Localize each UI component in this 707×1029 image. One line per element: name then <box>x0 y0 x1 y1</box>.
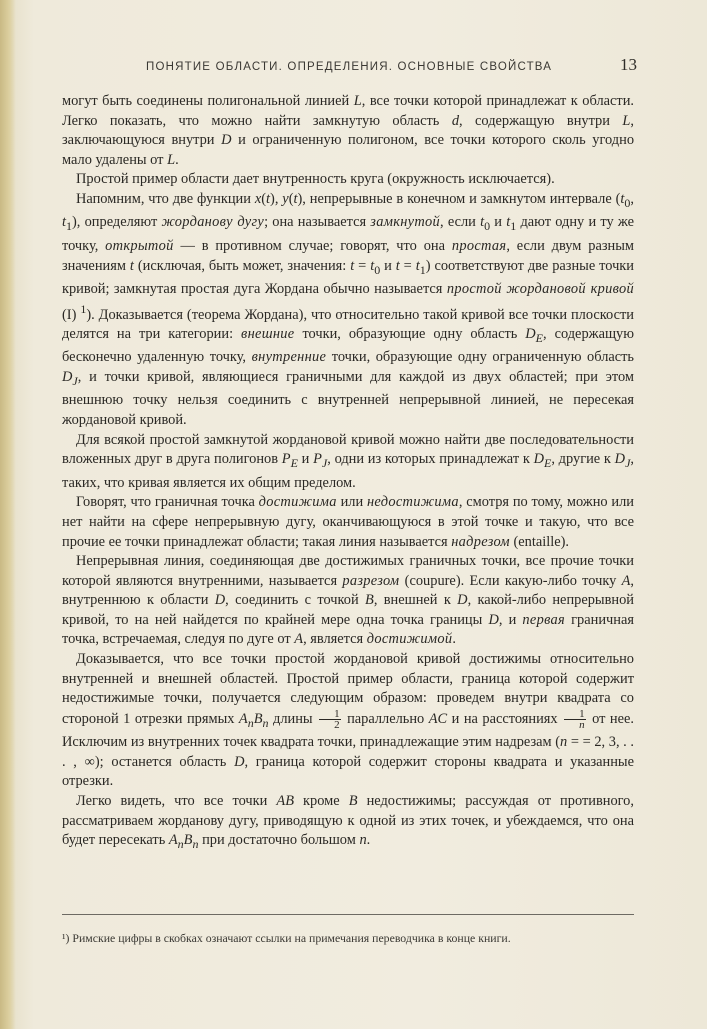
paragraph: Простой пример области дает внутренность круга (окружность исключается). <box>76 171 555 188</box>
paragraph: Для всякой простой замкнутой жордановой кривой можно найти две последовательности вложенных друг в друга полигонов $P_E$ и $P_J$, одни из которых принадлежат к $D_E$, другие к $D_J$, таких, что кривая является их общим пределом. <box>62 431 635 491</box>
paragraph: Напомним, что две функции x(t), y(t), непрерывные в конечном и замкнутом интервале ($t_0$, $t_1$), определяют жорданову дугу; она называется замкнутой, если $t_0$ и $t_1$ дают одну и ту же точку, открытой — в противном случае; говорят, что она простая, если двум разным значениям t (исключая, быть может, значения: $t = t_0$ и $t = t_1$) соответствуют две разные точки кривой; замкнутая простая дуга Жордана обычно называется простой жордановой кривой (I) $^1$). Доказывается (теорема Жордана), что относительно такой кривой все точки плоскости делятся на три категории: внешние точки, образующие одну область $D_E$, содержащую бесконечно удаленную точку, внутренние точки, образующие одну ограниченную область $D_J$, и точки кривой, являющиеся граничными для каждой из двух областей; при этом внешнюю точку нельзя соединить с внутренней непрерывной линией, не пересекая жордановой кривой. <box>62 190 635 429</box>
page-spine-shadow <box>0 0 16 1029</box>
paragraph: Легко видеть, что все точки AB кроме B недостижимы; рассуждая от противного, рассматриваем жорданову дугу, приводящую к одной из этих точек, и убеждаемся, что она будет пересекать $A_nB_n$ при достаточно большом n. <box>62 792 634 851</box>
footnote: ¹) Римские цифры в скобках означают ссылки на примечания переводчика в конце книги. <box>62 931 511 945</box>
paragraph: Говорят, что граничная точка достижима или недостижима, смотря по тому, можно или нет найти на сфере непрерывную дугу, оканчивающуюся в этой точке и такую, что все прочие ее точки принадлежат области; такая линия называется надрезом (entaille). <box>62 494 635 550</box>
paragraph: могут быть соединены полигональной линией L, все точки которой принадлежат к области. Легко показать, что можно найти замкнутую область d, содержащую внутри L, заключающуюся внутри D и ограниченную полигоном, все точки которого сколь угодно мало удалены от L. <box>62 93 635 168</box>
body-text <box>62 92 634 855</box>
page-number: 13 <box>620 55 637 74</box>
running-title: ПОНЯТИЕ ОБЛАСТИ. ОПРЕДЕЛЕНИЯ. ОСНОВНЫЕ СВОЙСТВА <box>146 61 553 73</box>
paragraph: Непрерывная линия, соединяющая две достижимых граничных точки, все прочие точки которой являются внутренними, называется разрезом (coupure). Если какую-либо точку A, внутреннюю к области D, соединить с точкой B, внешней к D, какой-либо непрерывной кривой, то на ней найдется по крайней мере одна точка границы D, и первая граничная точка, встречаемая, следуя по дуге от A, является достижимой. <box>62 553 634 648</box>
paragraph: Доказывается, что все точки простой жордановой кривой достижимы относительно внутренней и внешней областей. Простой пример области, граница которой содержит недостижимые точки, получается следующим образом: проведем внутри квадрата со стороной 1 отрезки прямых $A_nB_n$ длины $\frac{1}{2}$ параллельно AC и на расстояниях $\frac{1}{n}$ от нее. Исключим из внутренних точек квадрата точки, принадлежащие этим надрезам (n = = 2, 3, . . . , ∞); останется область D, граница которой содержит стороны квадрата и указанные отрезки. <box>62 651 634 790</box>
footnote-rule <box>62 914 634 915</box>
page-header <box>120 55 645 81</box>
